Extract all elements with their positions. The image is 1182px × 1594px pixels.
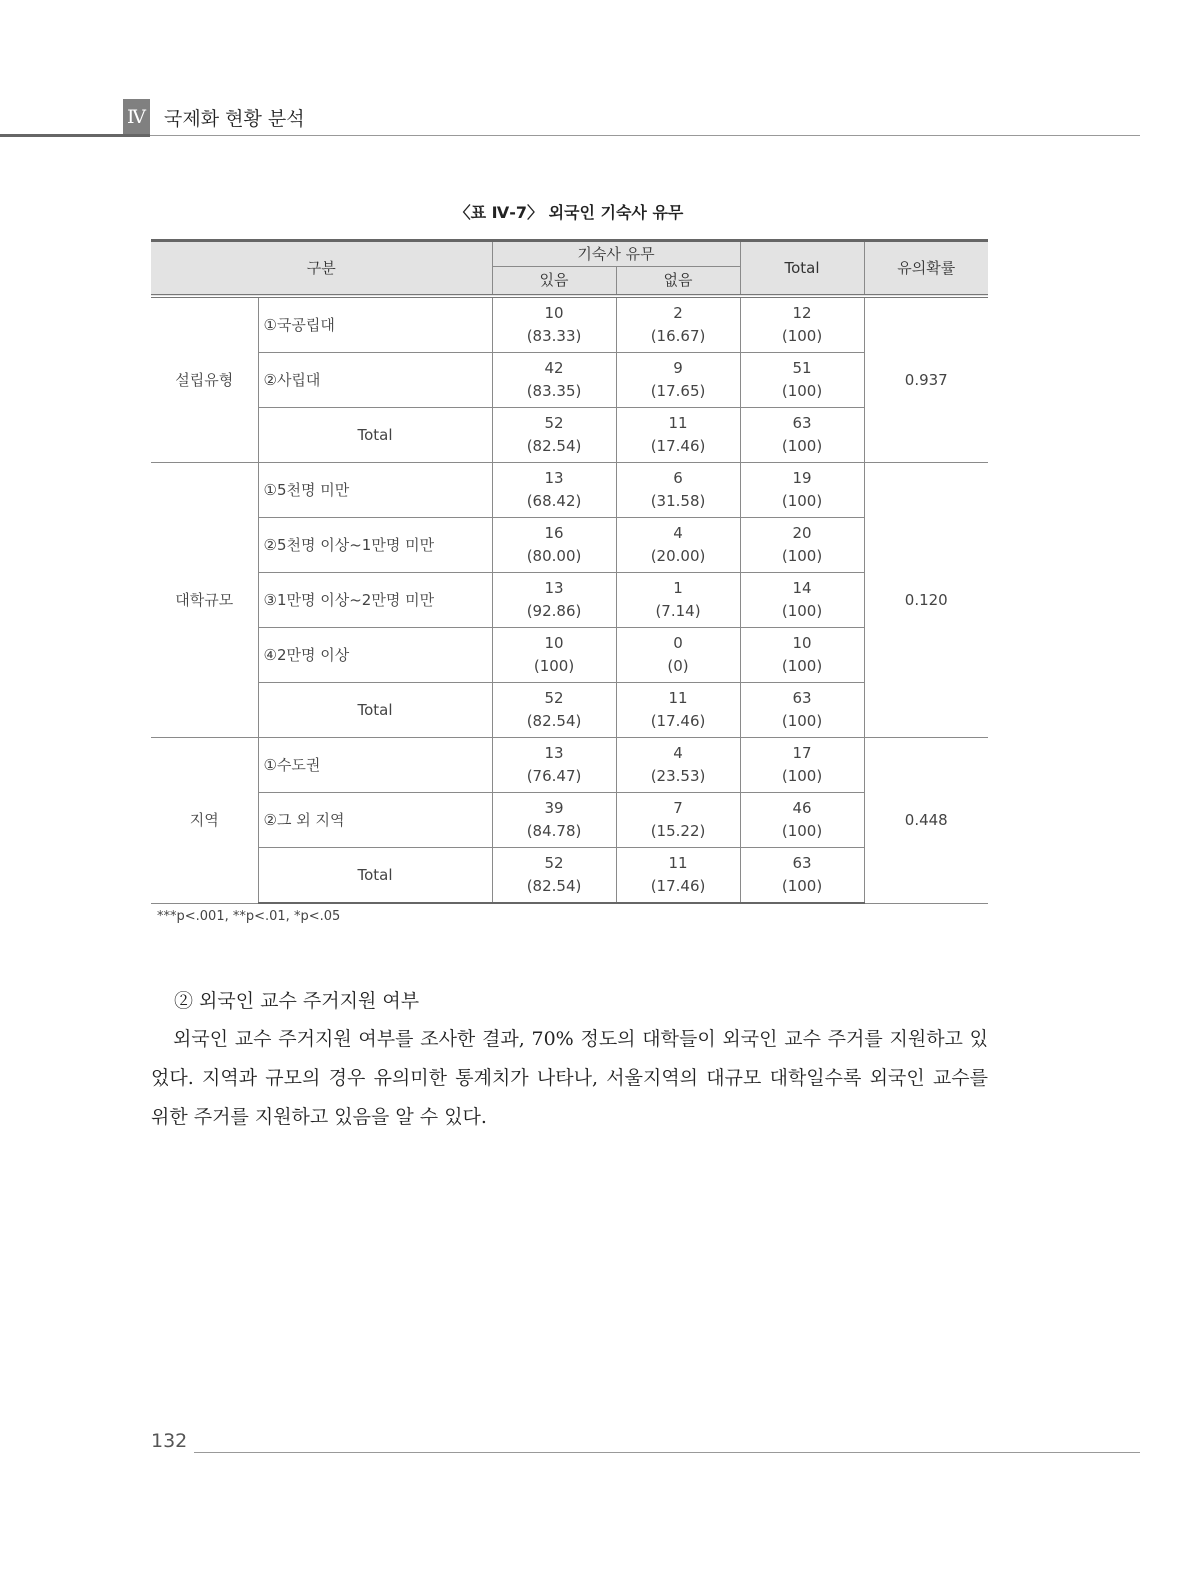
cell-yes (492, 848, 616, 904)
table-row (151, 628, 988, 683)
cell-yes (492, 738, 616, 793)
cell-total-count: 63 (792, 689, 812, 707)
header-dormitory-group: 기숙사 유무 (492, 241, 740, 267)
cell-yes (492, 353, 616, 408)
cell-yes-count: 52 (544, 689, 564, 707)
table-row (151, 848, 988, 904)
header-yes: 있음 (492, 267, 616, 297)
cell-no-count: 11 (668, 854, 688, 872)
cell-no (616, 463, 740, 518)
row-label: ②사립대 (258, 353, 492, 408)
row-label: ④2만명 이상 (258, 628, 492, 683)
cell-no-count: 9 (673, 359, 683, 377)
cell-yes-percent: (68.42) (526, 492, 582, 510)
row-label: Total (258, 848, 492, 904)
cell-total (740, 408, 864, 463)
page-number: 132 (151, 1430, 188, 1452)
cell-total (740, 463, 864, 518)
chapter-badge: Ⅳ (123, 99, 150, 136)
cell-no-count: 0 (673, 634, 683, 652)
cell-yes (492, 463, 616, 518)
cell-total (740, 296, 864, 353)
cell-total-count: 19 (792, 469, 812, 487)
cell-total (740, 683, 864, 738)
cell-yes-percent: (92.86) (526, 602, 582, 620)
cell-no-percent: (0) (667, 657, 689, 675)
cell-no-percent: (16.67) (650, 327, 706, 345)
cell-total-percent: (100) (781, 767, 823, 785)
cell-no-count: 11 (668, 414, 688, 432)
cell-no-count: 1 (673, 579, 683, 597)
cell-yes-count: 13 (544, 469, 564, 487)
cell-yes (492, 683, 616, 738)
cell-yes-percent: (82.54) (526, 712, 582, 730)
cell-no (616, 296, 740, 353)
cell-yes (492, 793, 616, 848)
cell-yes-count: 10 (544, 634, 564, 652)
cell-no-percent: (15.22) (650, 822, 706, 840)
cell-no (616, 408, 740, 463)
table-row (151, 518, 988, 573)
cell-total-percent: (100) (781, 712, 823, 730)
cell-no (616, 738, 740, 793)
cell-total (740, 793, 864, 848)
cell-total-count: 63 (792, 414, 812, 432)
cell-yes-percent: (82.54) (526, 437, 582, 455)
cell-yes-count: 16 (544, 524, 564, 542)
cell-total (740, 353, 864, 408)
cell-total-count: 20 (792, 524, 812, 542)
cell-total-count: 14 (792, 579, 812, 597)
cell-total-count: 10 (792, 634, 812, 652)
header-total: Total (740, 241, 864, 297)
row-label: ②그 외 지역 (258, 793, 492, 848)
chapter-title: 국제화 현황 분석 (164, 108, 305, 130)
cell-total-percent: (100) (781, 822, 823, 840)
cell-total-percent: (100) (781, 492, 823, 510)
cell-total-count: 46 (792, 799, 812, 817)
cell-no-count: 6 (673, 469, 683, 487)
cell-total-count: 51 (792, 359, 812, 377)
row-label: Total (258, 408, 492, 463)
cell-no-percent: (23.53) (650, 767, 706, 785)
row-label: ②5천명 이상~1만명 미만 (258, 518, 492, 573)
cell-total-percent: (100) (781, 327, 823, 345)
cell-yes-percent: (83.33) (526, 327, 582, 345)
table-row (151, 683, 988, 738)
cell-no-percent: (17.46) (650, 877, 706, 895)
header-no: 없음 (616, 267, 740, 297)
cell-no-percent: (20.00) (650, 547, 706, 565)
cell-total-count: 17 (792, 744, 812, 762)
cell-yes-percent: (76.47) (526, 767, 582, 785)
section-paragraph: 외국인 교수 주거지원 여부를 조사한 결과, 70% 정도의 대학들이 외국인 교수 주거를 지원하고 있었다. 지역과 규모의 경우 유의미한 통계치가 나타나, 서울지역의 대규모 대학일수록 외국인 교수를 위한 주거를 지원하고 있음을 알 수 있다. (151, 1028, 988, 1128)
header-significance: 유의확률 (864, 241, 988, 297)
cell-no (616, 848, 740, 904)
cell-yes-count: 10 (544, 304, 564, 322)
cell-total (740, 848, 864, 904)
row-label: ①국공립대 (258, 296, 492, 353)
cell-no (616, 353, 740, 408)
cell-yes (492, 628, 616, 683)
cell-total-count: 12 (792, 304, 812, 322)
group-label: 지역 (151, 738, 258, 904)
cell-total (740, 518, 864, 573)
row-label: Total (258, 683, 492, 738)
table-row (151, 573, 988, 628)
table-row (151, 408, 988, 463)
cell-no (616, 518, 740, 573)
table-row (151, 793, 988, 848)
cell-yes (492, 573, 616, 628)
row-label: ①수도권 (258, 738, 492, 793)
footer-rule (194, 1452, 1140, 1453)
cell-no (616, 683, 740, 738)
cell-yes-percent: (84.78) (526, 822, 582, 840)
table-row (151, 463, 988, 518)
cell-yes-count: 39 (544, 799, 564, 817)
cell-no-percent: (17.46) (650, 712, 706, 730)
cell-no (616, 793, 740, 848)
cell-no-percent: (7.14) (655, 602, 701, 620)
cell-total-percent: (100) (781, 382, 823, 400)
significance-value: 0.120 (864, 463, 988, 738)
dormitory-table (151, 239, 988, 904)
cell-total-percent: (100) (781, 877, 823, 895)
table-footnote: ***p<.001, **p<.01, *p<.05 (157, 909, 341, 924)
table-row (151, 353, 988, 408)
cell-total (740, 573, 864, 628)
cell-yes-percent: (82.54) (526, 877, 582, 895)
cell-total (740, 738, 864, 793)
cell-no-percent: (31.58) (650, 492, 706, 510)
table-caption: 〈표 Ⅳ-7〉 외국인 기숙사 유무 (454, 203, 684, 222)
table-row (151, 738, 988, 793)
cell-yes (492, 296, 616, 353)
cell-yes-percent: (83.35) (526, 382, 582, 400)
table-row (151, 296, 988, 353)
cell-no-count: 2 (673, 304, 683, 322)
cell-no-percent: (17.65) (650, 382, 706, 400)
cell-yes-count: 13 (544, 744, 564, 762)
cell-total-percent: (100) (781, 602, 823, 620)
cell-total-count: 63 (792, 854, 812, 872)
group-label: 설립유형 (151, 296, 258, 463)
header-rule-dark (0, 134, 150, 137)
cell-no-count: 4 (673, 744, 683, 762)
cell-total-percent: (100) (781, 437, 823, 455)
cell-yes-percent: (80.00) (526, 547, 582, 565)
cell-yes-count: 42 (544, 359, 564, 377)
cell-no-count: 4 (673, 524, 683, 542)
cell-yes (492, 518, 616, 573)
cell-no (616, 628, 740, 683)
cell-no-count: 11 (668, 689, 688, 707)
section-heading: ② 외국인 교수 주거지원 여부 (174, 990, 420, 1012)
cell-yes-percent: (100) (533, 657, 575, 675)
cell-total-percent: (100) (781, 547, 823, 565)
cell-no-percent: (17.46) (650, 437, 706, 455)
header-category: 구분 (151, 241, 492, 297)
group-label: 대학규모 (151, 463, 258, 738)
significance-value: 0.448 (864, 738, 988, 904)
cell-total (740, 628, 864, 683)
cell-yes-count: 52 (544, 854, 564, 872)
row-label: ③1만명 이상~2만명 미만 (258, 573, 492, 628)
significance-value: 0.937 (864, 296, 988, 463)
cell-no-count: 7 (673, 799, 683, 817)
cell-yes (492, 408, 616, 463)
cell-no (616, 573, 740, 628)
cell-total-percent: (100) (781, 657, 823, 675)
cell-yes-count: 52 (544, 414, 564, 432)
row-label: ①5천명 미만 (258, 463, 492, 518)
header-rule (150, 135, 1140, 136)
cell-yes-count: 13 (544, 579, 564, 597)
